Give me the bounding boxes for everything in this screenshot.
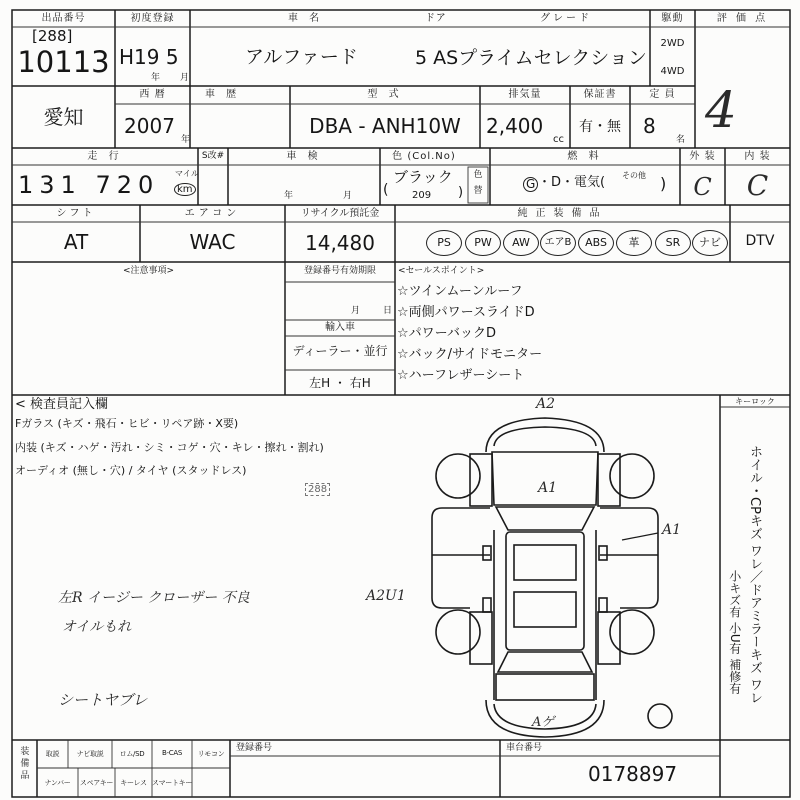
mark-left-side: A2U1 (366, 588, 406, 604)
handle-side: 左H ・ 右H (309, 376, 371, 390)
interior-label: 内 装 (744, 151, 771, 162)
model-label: 型 式 (367, 89, 403, 100)
first-reg-year-unit: 年 (151, 73, 161, 83)
exterior-value: C (693, 173, 712, 201)
inspection-year-unit: 年 (284, 191, 294, 201)
fuel-other: その他 (622, 171, 646, 180)
mile-unit: マイル (175, 169, 199, 178)
item-bcas: B-CAS (162, 749, 182, 757)
capacity-value: 8 (643, 114, 656, 138)
aircon-label: エアコン (184, 208, 241, 219)
inspection-month-unit: 月 (343, 191, 353, 201)
item-keyless: キーレス (120, 779, 147, 787)
door-label: ドア (425, 13, 447, 24)
wheel-mirror-note: ホイル・CPキズ ワレ／ドアミラーキズ ワレ (746, 445, 762, 705)
mark-hood: A1 (538, 480, 558, 496)
item-spare-key: スペアキー (79, 779, 114, 787)
rear-right-wheel (610, 610, 654, 654)
color-close: ) (458, 185, 464, 200)
roof (506, 532, 584, 650)
mark-rear: Aゲ (532, 715, 555, 730)
score-value: 4 (705, 81, 737, 139)
equip-dtv: DTV (745, 233, 775, 249)
registration-label: 登録番号 (236, 743, 273, 753)
aircon-value: WAC (189, 230, 236, 254)
tailgate (496, 674, 594, 700)
inspection-label: 車 検 (286, 151, 322, 162)
color-label: 色 (Col.No) (392, 151, 456, 162)
shift-label: シフト (56, 208, 96, 219)
inspector-title: < 検査員記入欄 (15, 397, 109, 412)
score-label: 評 価 点 (716, 13, 769, 24)
rear-left-wheel (436, 610, 480, 654)
region: 愛知 (43, 105, 84, 129)
drive-2wd: 2WD (660, 38, 685, 49)
equipment-label: 純正装備品 (517, 208, 608, 219)
equipment-items-label: 装備品 (18, 746, 29, 782)
fuel-options: ・D・電気( (538, 175, 606, 190)
item-rom-sd: ロム/SD (119, 750, 145, 758)
capacity-unit: 名 (676, 135, 686, 145)
sales-point: ☆両側パワースライドD (397, 305, 535, 320)
color-change-1: 色 (473, 170, 483, 180)
item-smart-key: スマートキー (152, 779, 193, 787)
equip-aw: AW (503, 230, 539, 256)
repair-note: 小キズ有 小U有 補修有 (727, 570, 742, 695)
inspector-line-audio: オーディオ (無し・穴) / タイヤ (スタッドレス) (15, 464, 247, 477)
km-unit: km (174, 183, 196, 196)
first-reg-value: H19 5 (119, 45, 179, 69)
notes-label: <注意事項> (122, 266, 175, 276)
import-label: 輸入車 (325, 322, 355, 333)
car-name: アルファード (245, 46, 358, 68)
warranty-value: 有・無 (579, 119, 621, 135)
front-left-wheel (436, 454, 480, 498)
recycle-label: リサイクル預託金 (300, 208, 380, 219)
inspector-stamp: 288 (305, 483, 330, 496)
hood (492, 452, 598, 505)
color-open: ( (383, 182, 389, 198)
rear-window (498, 652, 592, 672)
item-navi-manual: ナビ取説 (76, 750, 104, 758)
sales-point: ☆バック/サイドモニター (397, 347, 543, 362)
lot-bracket: [288] (32, 27, 73, 45)
fuel-selected: G (523, 177, 538, 192)
displacement-unit: cc (553, 134, 564, 145)
fuel-label: 燃 料 (567, 151, 603, 162)
mark-front: A2 (536, 396, 556, 412)
year-label: 西 暦 (139, 89, 166, 100)
mileage-value: 131 720 (18, 171, 160, 199)
warranty-label: 保証書 (583, 89, 617, 100)
equip-sr: SR (655, 230, 691, 256)
left-side (432, 508, 490, 608)
item-manual: 取説 (45, 750, 60, 758)
equip-airbag: エアB (540, 230, 576, 256)
note-closer: 左R イージー クローザー 不良 (58, 590, 250, 606)
spare-tire (648, 704, 672, 728)
equip-pw: PW (465, 230, 501, 256)
interior-value: C (746, 169, 769, 202)
first-reg-month-unit: 月 (180, 73, 190, 83)
front-right-wheel (610, 454, 654, 498)
displacement-label: 排気量 (508, 89, 542, 100)
color-value: ブラック (393, 168, 453, 186)
fuel-close: ) (660, 174, 667, 193)
item-remote: リモコン (197, 750, 225, 758)
note-oil: オイルもれ (62, 619, 132, 635)
inspector-line-interior: 内装 (キズ・ハゲ・汚れ・シミ・コゲ・穴・キレ・擦れ・割れ) (15, 441, 324, 454)
lot-number: 10113 (17, 45, 110, 79)
exterior-label: 外 装 (689, 151, 716, 162)
history-label: 車 歴 (205, 89, 241, 100)
import-type: ディーラー・並行 (292, 344, 388, 358)
item-number-plate: ナンバー (44, 779, 71, 787)
reg-month-unit: 月 (351, 306, 361, 316)
year-value: 2007 (124, 114, 175, 138)
car-diagram (432, 418, 672, 737)
front-bumper (486, 418, 604, 452)
mileage-label: 走 行 (87, 151, 123, 162)
windshield (496, 507, 594, 530)
reg-expiry-label: 登録番号有効期限 (303, 266, 376, 276)
color-code: 209 (412, 190, 432, 201)
equip-leather: 革 (616, 230, 652, 256)
color-change-2: 替 (473, 186, 483, 196)
displacement-value: 2,400 (486, 114, 544, 138)
car-name-label: 車 名 (288, 13, 324, 24)
shift-value: AT (63, 230, 89, 254)
grade-label: グレード (540, 13, 592, 24)
equip-ps: PS (426, 230, 462, 256)
equip-abs: ABS (578, 230, 614, 256)
chassis-label: 車台番号 (506, 743, 543, 753)
grade: 5 ASプライムセレクション (415, 47, 647, 69)
reg-day-unit: 日 (383, 306, 393, 316)
capacity-label: 定 員 (649, 89, 676, 100)
sales-point: ☆ツインムーンルーフ (397, 284, 523, 299)
equip-navi: ナビ (692, 230, 728, 256)
drive-label: 駆動 (661, 13, 684, 24)
mark-right-side: A1 (662, 522, 682, 538)
chassis-number: 0178897 (588, 762, 678, 786)
sales-label: <セールスポイント> (398, 266, 485, 276)
note-seat: シートヤブレ (58, 691, 148, 709)
recycle-value: 14,480 (305, 231, 375, 255)
model-value: DBA - ANH10W (309, 114, 461, 138)
lot-label: 出品番号 (41, 13, 86, 24)
sales-point: ☆パワーバックD (397, 326, 497, 341)
inspector-line-glass: Fガラス (キズ・飛石・ヒビ・リペア跡・X要) (15, 417, 239, 430)
key-lock-label: キーロック (735, 397, 775, 406)
first-reg-label: 初度登録 (130, 13, 175, 24)
right-side (600, 508, 658, 608)
drive-4wd: 4WD (660, 66, 685, 77)
modified-label: S改# (201, 151, 225, 161)
sales-point: ☆ハーフレザーシート (397, 368, 525, 383)
year-unit: 年 (181, 135, 191, 145)
